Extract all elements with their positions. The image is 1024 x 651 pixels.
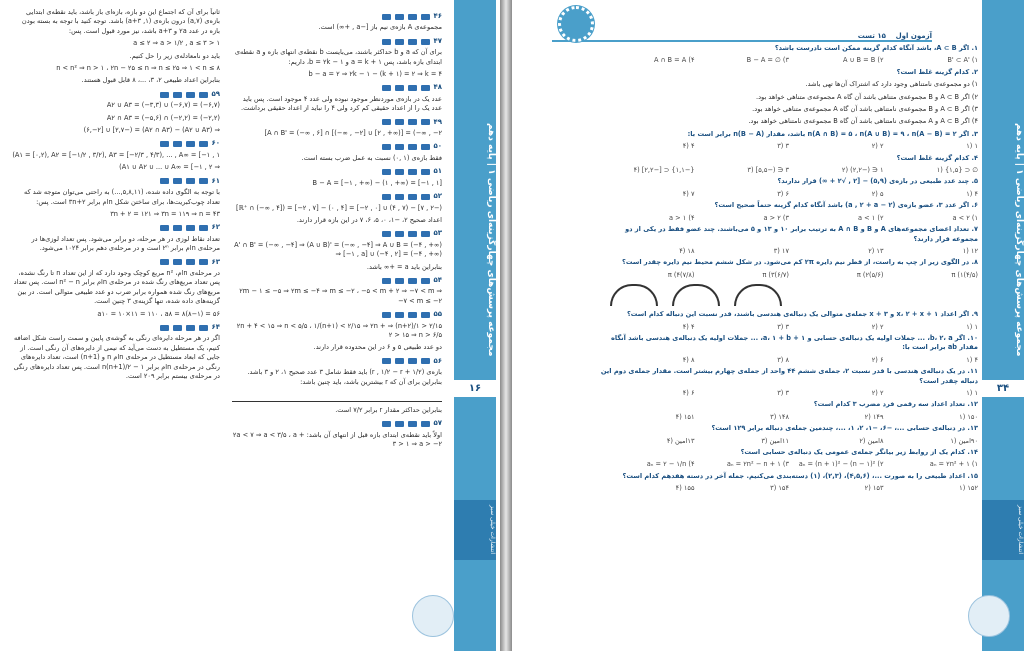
question-options bbox=[600, 484, 978, 493]
answer-option-checkbox-icon bbox=[408, 14, 417, 20]
question-options bbox=[600, 56, 978, 65]
answer-option-checkbox-icon bbox=[421, 85, 430, 91]
question-option: ۴ (۴ bbox=[682, 322, 695, 331]
solution-text: اگر در هر مرحله دایره‌ای رنگی به گوشه‌ی پایین و سمت راست شکل اضافه کنیم، یک مستطیل به دست می‌آید که نیمی از دایره‌های آن رنگی است. از جایی که ابعاد مستطیل در مرحله‌ی nام n و (n+1) است، تعداد دایره‌های رنگی در مرحله‌ی nام برابر n(n+1)/۲ − ۱ است. پس تعداد دایره‌های رنگی در مرحله‌ی بیستم برابر ۲۰۹ است. bbox=[13, 334, 220, 380]
question-text: ۱۵. اعداد طبیعی را به صورت ...، (۴,۵,۶)، (۲,۳)، (۱) دسته‌بندی می‌کنیم. جمله آخر در دسته هفدهم کدام است؟ bbox=[622, 471, 978, 480]
question-option: (۵/۶)π (۲ bbox=[856, 270, 884, 279]
question-item bbox=[600, 177, 978, 199]
question-item bbox=[600, 367, 978, 398]
answer-option-checkbox-icon bbox=[382, 119, 391, 125]
answer-option-checkbox-icon bbox=[382, 231, 391, 237]
question-option: ۱۵۰ (۱ bbox=[959, 412, 978, 421]
right-sidebar bbox=[982, 0, 1024, 651]
left-page-column-right bbox=[232, 8, 442, 628]
solution-text: فقط بازه‌ی (۱ ,۰) نسبت به عمل ضرب بسته است. bbox=[301, 153, 442, 162]
answer-option-checkbox-icon bbox=[173, 141, 182, 147]
number-line bbox=[232, 391, 442, 402]
answer-header bbox=[12, 323, 220, 332]
question-options bbox=[600, 166, 978, 175]
question-option: ۴ (۱ bbox=[966, 189, 978, 198]
answer-number: ۶۴ bbox=[211, 322, 220, 331]
question-options bbox=[600, 460, 978, 469]
answer-option-checkbox-icon bbox=[395, 421, 404, 427]
solution-text: عدد یک در بازه‌ی موردنظر موجود نبوده ولی عدد ۴ موجود است. پس باید عدد یک را از اعداد حقیقی کم کرد ولی ۴ را نباید از اعداد حقیقی برداشت. bbox=[241, 94, 442, 113]
seal-icon bbox=[558, 6, 594, 42]
solution-text: n < n² ⇒ n > ۱ ، ۲n − ۲۵ ≤ n ⇒ n ≤ ۲۵ ⇒ ۱ < n ≤ ۸ bbox=[56, 64, 220, 73]
question-option: ۶ (۳ bbox=[777, 189, 789, 198]
answer-header bbox=[12, 90, 220, 99]
solution-text: دو عدد طبیعی ۵ و ۶ در این محدوده قرار دارند. bbox=[313, 343, 442, 352]
question-text: ۱۳. در دنباله‌ی حسابی ...، −۶، −۱، ۲، ۱، ...، چندمین جمله‌ی دنباله برابر ۱۲۹ است؟ bbox=[711, 424, 978, 433]
answer-header bbox=[232, 229, 442, 238]
answer-number: ۴۸ bbox=[433, 83, 442, 92]
answer-option-checkbox-icon bbox=[160, 325, 169, 331]
solution-text: A ∩ B' = (−∞ , ۶] ∩ [(−∞ , −۲] ∪ [۲ , +∞)] = (−∞ , −۲] bbox=[264, 129, 442, 138]
solution-text: ۲m − ۱ ≤ −۵ ⇒ ۲m ≤ −۴ ⇒ m ≤ −۲ ، −۵ < m + ۲ ⇒ −۷ < m ⇒ −۷ < m ≤ −۲ bbox=[239, 287, 442, 305]
book-gutter bbox=[500, 0, 512, 651]
answer-option-checkbox-icon bbox=[408, 39, 417, 45]
solution-text: A۱ = [۰,۲), A۲ = [−۱/۲ , ۳/۲), A۳ = [−۲/۳ , ۴/۳), ... , A∞ = [−۱ , ۱) bbox=[12, 150, 220, 159]
question-option: {−۱,۱} ⊂ [−۲,۲] (۴ bbox=[633, 166, 695, 175]
answer-header bbox=[232, 192, 442, 201]
answer-header bbox=[232, 118, 442, 127]
answer-option-checkbox-icon bbox=[160, 225, 169, 231]
answer-option-checkbox-icon bbox=[199, 141, 208, 147]
question-option: ۴ (۴ bbox=[682, 142, 695, 151]
question-option: ۱۵۳ (۲ bbox=[864, 484, 884, 493]
question-text: ۱۲. تعداد اعداد سه رقمی فرد مضرب ۳ کدام است؟ bbox=[813, 400, 978, 409]
answer-option-checkbox-icon bbox=[421, 169, 430, 175]
question-option: ۱) دو مجموعه‌ی نامتناهی وجود دارد که اشتراک آن‌ها تهی باشد. bbox=[805, 80, 978, 89]
question-option: ۱۳ (۲ bbox=[868, 246, 884, 255]
solution-text: B − A = [−۱ , +∞) − (۱ , +∞) = [−۱ , ۱] bbox=[312, 178, 442, 187]
left-sidebar bbox=[454, 0, 496, 651]
answer-option-checkbox-icon bbox=[408, 85, 417, 91]
question-item bbox=[600, 424, 978, 446]
answer-option-checkbox-icon bbox=[395, 194, 404, 200]
question-options bbox=[600, 323, 978, 332]
question-option: ۱۵۵ (۴ bbox=[675, 484, 695, 493]
solution-text: تعداد نقاط لوزی در هر مرحله، دو برابر می‌شود. پس تعداد لوزی‌ها در مرحله‌ی nام برابر ۲ⁿ است و در مرحله‌ی دهم برابر ۱۰۲۴ می‌شود. bbox=[31, 234, 220, 253]
publisher-badge: انتشارات خیلی سبز bbox=[454, 500, 496, 560]
answer-option-checkbox-icon bbox=[186, 141, 195, 147]
question-option: ۱۴۹ (۲ bbox=[864, 412, 884, 421]
question-option: ۱ ∈ (−۲,۲) (۲ bbox=[841, 166, 884, 175]
question-option: ۷ (۴ bbox=[682, 189, 695, 198]
question-options bbox=[600, 190, 978, 199]
question-option: ۸ (۴ bbox=[682, 355, 695, 364]
answer-number: ۵۷ bbox=[433, 419, 442, 428]
answer-option-checkbox-icon bbox=[382, 312, 391, 318]
answer-option-checkbox-icon bbox=[382, 14, 391, 20]
answer-header bbox=[232, 167, 442, 176]
question-option: (۷/۸)π (۴ bbox=[667, 270, 695, 279]
answer-option-checkbox-icon bbox=[421, 312, 430, 318]
answer-header bbox=[12, 223, 220, 232]
answer-option-checkbox-icon bbox=[421, 39, 430, 45]
answer-header bbox=[12, 139, 220, 148]
answer-number: ۵۹ bbox=[211, 89, 220, 98]
answer-option-checkbox-icon bbox=[395, 85, 404, 91]
question-option: B − A = ∅ (۳ bbox=[746, 56, 789, 65]
question-text: ۶. اگر عدد ۳، عضو بازه‌ی (۲ − a , ۲ + a) باشد آنگاه کدام گزینه حتماً صحیح است؟ bbox=[714, 201, 978, 210]
solution-text: ۲/۱۵ < ۱/(n+۲) ⇒ ۲n + ۴ < ۱۵ ⇒ n < ۵/۵ ، ۱/(n+۱) < ۲/۱۵ ⇒ ۲n + ۲ > ۱۵ ⇒ n > ۶/۵ bbox=[236, 321, 442, 339]
answer-option-checkbox-icon bbox=[408, 144, 417, 150]
question-item bbox=[600, 68, 978, 127]
answer-header bbox=[232, 357, 442, 366]
exam-name: آزمون اول bbox=[895, 32, 932, 40]
answer-option-checkbox-icon bbox=[186, 92, 195, 98]
answer-number: ۶۲ bbox=[211, 223, 220, 232]
answer-option-checkbox-icon bbox=[160, 259, 169, 265]
exam-header bbox=[552, 6, 932, 42]
question-text: ۲. کدام گزینه غلط است؟ bbox=[896, 67, 978, 76]
answer-option-checkbox-icon bbox=[395, 278, 404, 284]
question-text: ۳. اگر n(A ∩ B) = ۵ ، n(A ∪ B) = ۹ ، n(A − B) = ۲ باشد، مقدار n(B − A) برابر است با: bbox=[687, 129, 978, 138]
left-page-column-left bbox=[12, 8, 220, 628]
question-option: ۳ (۳ bbox=[777, 388, 789, 397]
semicircle-shape bbox=[672, 284, 720, 306]
question-text: ۱۰. اگر b، ۲، a، ... جملات اولیه یک دنباله‌ی حسابی و ۱ + a، ۱ + b، ... جملات اولیه یک دنباله‌ی هندسی باشد آنگاه مقدار ab برابر است با: bbox=[610, 333, 978, 352]
answer-header bbox=[232, 83, 442, 92]
question-options bbox=[600, 271, 978, 280]
answer-option-checkbox-icon bbox=[173, 92, 182, 98]
answer-option-checkbox-icon bbox=[395, 119, 404, 125]
solution-text: a۱۰ = ۱۰×۱۱ = ۱۱۰ ، a۸ = ۸(۸−۱) = ۵۶ bbox=[97, 309, 220, 318]
question-option: ۱ (۱ bbox=[966, 388, 978, 397]
question-option: aₙ = ۲n² − n + ۱ (۳ bbox=[726, 460, 789, 469]
question-item bbox=[600, 201, 978, 223]
solution-text: اولاً باید نقطه‌ی ابتدای بازه قبل از انتهای آن باشد: ۲a < ۷ ⇒ a < ۳/۵ ، a + ۳ > ۱ ⇒ a > −۲ bbox=[232, 430, 442, 449]
question-option: ۱۳امین (۴ bbox=[666, 436, 695, 445]
solution-text: باید دو نامعادله‌ی زیر را حل کنیم. bbox=[129, 51, 220, 60]
answer-header bbox=[232, 12, 442, 21]
answer-option-checkbox-icon bbox=[395, 39, 404, 45]
question-option: aₙ = (n + ۱)² − (n − ۱)² (۲ bbox=[798, 460, 884, 469]
page-number: ۱۶ bbox=[454, 380, 496, 397]
answer-option-checkbox-icon bbox=[421, 119, 430, 125]
question-option: (۶/۷)π (۳ bbox=[762, 270, 789, 279]
question-option: ۸ (۳ bbox=[777, 355, 789, 364]
answer-number: ۵۲ bbox=[433, 192, 442, 201]
answer-option-checkbox-icon bbox=[382, 194, 391, 200]
question-text: ۴. کدام گزینه غلط است؟ bbox=[896, 153, 978, 162]
answer-option-checkbox-icon bbox=[382, 169, 391, 175]
question-text: ۸. در الگوی زیر از چپ به راست، از قطر نیم دایره ۲π کم می‌شود. در شکل ششم محیط نیم دایره چقدر است؟ bbox=[622, 258, 978, 267]
exam-title bbox=[858, 32, 932, 40]
answer-option-checkbox-icon bbox=[173, 225, 182, 231]
answer-header bbox=[232, 419, 442, 428]
semicircle-shape bbox=[734, 284, 782, 306]
answer-option-checkbox-icon bbox=[382, 278, 391, 284]
question-option: ۴) اگر A ⊂ B و A مجموعه‌ی نامتناهی باشد آن گاه B مجموعه‌ی نامتناهی خواهد بود. bbox=[748, 117, 978, 126]
answer-option-checkbox-icon bbox=[382, 144, 391, 150]
semicircle-pattern bbox=[600, 284, 978, 306]
question-item bbox=[600, 130, 978, 152]
solution-text: بازه‌ی (۱/۲ + r , ۱/۲ − r) باید فقط شامل ۳ عدد صحیح ۱، ۲ و ۳ باشد. بنابراین برای آن که r بیشترین باشد، باید چنین باشد: bbox=[247, 368, 442, 386]
question-item bbox=[600, 310, 978, 332]
answer-option-checkbox-icon bbox=[395, 169, 404, 175]
answer-number: ۵۰ bbox=[433, 142, 442, 151]
question-option: B' ⊂ A' (۱ bbox=[947, 56, 978, 65]
answer-option-checkbox-icon bbox=[395, 358, 404, 364]
answer-option-checkbox-icon bbox=[408, 421, 417, 427]
question-list bbox=[600, 44, 978, 644]
solution-text: بنابراین حداکثر مقدار r برابر ۷/۲ است. bbox=[335, 406, 442, 414]
semicircle-shape bbox=[610, 284, 658, 306]
question-option: ۳ ∈ (−۵,۵] (۳ bbox=[747, 166, 789, 175]
right-page bbox=[512, 0, 1024, 651]
question-option: ۲ (۲ bbox=[871, 388, 884, 397]
answer-option-checkbox-icon bbox=[382, 39, 391, 45]
question-item bbox=[600, 400, 978, 422]
answer-header bbox=[232, 142, 442, 151]
question-option: ۲) اگر A ⊂ B و B مجموعه‌ی متناهی باشد آن گاه A مجموعه‌ی متناهی خواهد بود. bbox=[756, 92, 978, 101]
answer-option-checkbox-icon bbox=[382, 85, 391, 91]
answer-option-checkbox-icon bbox=[160, 92, 169, 98]
question-options bbox=[600, 214, 978, 223]
answer-header bbox=[232, 276, 442, 285]
question-option: A ∪ B = B (۲ bbox=[842, 56, 884, 65]
answer-option-checkbox-icon bbox=[408, 169, 417, 175]
answer-number: ۴۶ bbox=[433, 12, 442, 20]
answer-option-checkbox-icon bbox=[199, 225, 208, 231]
question-options bbox=[600, 247, 978, 256]
question-option: ۹۰امین (۱ bbox=[950, 436, 978, 445]
question-option: a < ۲ (۱ bbox=[952, 213, 978, 222]
answer-option-checkbox-icon bbox=[160, 141, 169, 147]
solution-text: ⇒ A۱ ∪ A۲ ∪ ... ∪ A∞ = [−۱ , ۲) bbox=[119, 163, 220, 172]
solution-text: اعداد صحیح ۲، −۱، ۰، ۵، ۶، ۷ در این بازه قرار دارند. bbox=[296, 215, 442, 224]
question-text: ۱. اگر A ⊂ B، باشد آنگاه کدام گزینه ممکن است نادرست باشد؟ bbox=[774, 44, 978, 52]
solution-text: مجموعه‌ی A بازه‌ی نیم باز [−a , +∞) است. bbox=[318, 23, 442, 32]
question-option: ۲ (۲ bbox=[871, 142, 884, 151]
answer-option-checkbox-icon bbox=[395, 231, 404, 237]
question-option: ۱۴۸ (۳ bbox=[770, 412, 789, 421]
solution-text: با توجه به الگوی داده شده، (۵,۸,۱۱,...) به راحتی می‌توان متوجه شد که تعداد چوب‌کبریت‌ها، برای ساختن شکل nام برابر ۳n+۲ است. پس: bbox=[24, 188, 220, 206]
page-number: ۳۴ bbox=[982, 380, 1024, 397]
bird-logo-icon bbox=[968, 595, 1010, 637]
question-item bbox=[600, 258, 978, 306]
question-option: a > ۱ (۴ bbox=[668, 213, 695, 222]
question-option: ∅ ⊂ {۱,۵} (۱ bbox=[936, 166, 978, 175]
answer-option-checkbox-icon bbox=[421, 144, 430, 150]
answer-header bbox=[232, 310, 442, 319]
solution-text: A۲ ∩ A۳ = (−۵,۶) ∩ (−۲,۲) = (−۲,۲) bbox=[106, 113, 220, 122]
answer-option-checkbox-icon bbox=[382, 421, 391, 427]
question-item bbox=[600, 225, 978, 256]
question-option: ۱۲ (۱ bbox=[962, 246, 978, 255]
answer-number: ۶۱ bbox=[211, 176, 220, 185]
answer-option-checkbox-icon bbox=[421, 194, 430, 200]
question-option: ۱۷ (۳ bbox=[773, 246, 789, 255]
question-option: ۳ (۳ bbox=[777, 322, 789, 331]
solution-text: در مرحله‌ی nام، n² مربع کوچک وجود دارد که از این تعداد n تا رنگ نشده، پس تعداد مربع‌های رنگ شده در مرحله‌ی nام برابر n² − n است. پس تعداد مربع‌های رنگ شده همواره برابر ضرب دو عدد طبیعی متوالی است. در بین گزینه‌های داده شده، تنها گزینه‌ی ۳ چنین است. bbox=[13, 268, 220, 306]
question-text: ۱۴. کدام یک از روابط زیر بیانگر جمله‌ی عمومی یک دنباله‌ی حسابی است؟ bbox=[740, 448, 978, 456]
answer-option-checkbox-icon bbox=[173, 325, 182, 331]
answer-option-checkbox-icon bbox=[421, 231, 430, 237]
answer-option-checkbox-icon bbox=[186, 178, 195, 184]
answer-number: ۵۱ bbox=[433, 167, 442, 176]
question-option: ۵ (۲ bbox=[871, 189, 884, 198]
solution-text: b − a = ۲ ⇒ ۲k − ۱ − (k + ۱) = ۲ ⇒ k = ۴ bbox=[308, 70, 442, 79]
question-options bbox=[600, 142, 978, 151]
question-option: ۱۵۱ (۴ bbox=[675, 412, 695, 421]
answer-number: ۵۴ bbox=[433, 275, 442, 284]
question-option: (۴/۵)π (۱ bbox=[951, 270, 978, 279]
answer-option-checkbox-icon bbox=[186, 325, 195, 331]
answer-option-checkbox-icon bbox=[199, 92, 208, 98]
answer-header bbox=[232, 37, 442, 46]
answer-option-checkbox-icon bbox=[408, 278, 417, 284]
answer-option-checkbox-icon bbox=[199, 259, 208, 265]
answer-number: ۶۰ bbox=[211, 139, 220, 148]
answer-number: ۶۳ bbox=[211, 257, 220, 266]
answer-option-checkbox-icon bbox=[408, 119, 417, 125]
answer-option-checkbox-icon bbox=[160, 178, 169, 184]
question-option: ۳ (۳ bbox=[777, 142, 789, 151]
answer-header bbox=[12, 177, 220, 186]
question-item bbox=[600, 44, 978, 66]
answer-number: ۴۷ bbox=[433, 36, 442, 45]
solution-text: ۳n + ۲ = ۱۲۱ ⇒ ۳n = ۱۱۹ ⇒ n = ۴۳ bbox=[110, 209, 220, 218]
question-option: ۳) اگر A ⊂ B و B مجموعه‌ی نامتناهی باشد آن گاه A مجموعه‌ی متناهی خواهد بود. bbox=[752, 105, 978, 114]
answer-option-checkbox-icon bbox=[395, 312, 404, 318]
question-option: ۱۵۴ (۳ bbox=[770, 484, 789, 493]
question-item bbox=[600, 448, 978, 470]
solution-text: ⇒ (A۲ ∪ A۳) − (A۲ ∩ A۳) = (−۶,−۲] ∪ [۲,۷) bbox=[83, 126, 220, 135]
answer-option-checkbox-icon bbox=[408, 231, 417, 237]
question-item bbox=[600, 154, 978, 176]
question-option: ۴ (۱ bbox=[966, 355, 978, 364]
answer-option-checkbox-icon bbox=[395, 144, 404, 150]
question-option: ۶ (۴ bbox=[682, 388, 695, 397]
question-options bbox=[600, 413, 978, 422]
question-option: ۱۱امین (۳ bbox=[761, 436, 789, 445]
solution-text: (−۲ , ۷] − (ℝ⁺ ∩ (−∞ , ۴]) = [−۲ , ۷] − (۰ , ۴] = [−۲ , ۰] ∪ (۴ , ۷] bbox=[236, 203, 442, 212]
answer-option-checkbox-icon bbox=[186, 225, 195, 231]
question-text: ۱۱. در یک دنباله‌ی هندسی با قدر نسبت ۲، جمله‌ی ششم ۴۴ واحد از جمله‌ی چهارم بیشتر است. مقدار جمله‌ی دوم این دنباله چقدر است؟ bbox=[600, 367, 978, 385]
question-option: A ∩ B = A (۴ bbox=[654, 56, 695, 65]
question-item bbox=[600, 334, 978, 365]
answer-number: ۵۵ bbox=[433, 310, 442, 319]
answer-option-checkbox-icon bbox=[408, 194, 417, 200]
question-options bbox=[600, 437, 978, 446]
bird-logo-icon bbox=[412, 595, 454, 637]
question-option: ۸امین (۲ bbox=[859, 436, 884, 445]
question-option: ۲ (۲ bbox=[871, 322, 884, 331]
answer-option-checkbox-icon bbox=[199, 178, 208, 184]
publisher-badge: انتشارات خیلی سبز bbox=[982, 500, 1024, 560]
question-option: aₙ = ۲n² + ۱ (۱ bbox=[929, 460, 978, 469]
answer-option-checkbox-icon bbox=[421, 14, 430, 20]
answer-number: ۵۶ bbox=[433, 356, 442, 365]
solution-text: A' ∩ B' = (−∞ , −۴] ⇒ (A ∪ B)' = (−∞ , −۴] ⇒ A ∪ B = (−۴ , +∞) ⇒ [−۱ , a] ∪ (−۴ , ۲] = (−۴ , +∞) bbox=[234, 240, 442, 259]
question-option: a < ۱ (۲ bbox=[857, 213, 884, 222]
answer-option-checkbox-icon bbox=[421, 278, 430, 284]
exam-count: ۱۵ تست bbox=[857, 32, 886, 40]
solution-text: بنابراین اعداد طبیعی ۲، ۳، ...، ۸ قابل قبول هستند. bbox=[81, 76, 220, 85]
answer-option-checkbox-icon bbox=[173, 259, 182, 265]
answer-option-checkbox-icon bbox=[173, 178, 182, 184]
question-text: ۵. چند عدد طبیعی در بازه‌ی (۵,۹) − [۲ , √۲ + ∞) قرار ندارند؟ bbox=[777, 177, 978, 186]
solution-text: A۲ ∪ A۳ = (−۳,۳) ∪ (−۶,۷) = (−۶,۷) bbox=[106, 101, 220, 110]
answer-option-checkbox-icon bbox=[199, 325, 208, 331]
question-option: ۱۵۲ (۱ bbox=[959, 484, 978, 493]
question-item bbox=[600, 472, 978, 494]
sidebar-title: مجموعه پرسش‌های چهارگزینه‌ای ریاضی ۱ | پایه دهم bbox=[1014, 123, 1024, 357]
question-option: ۱ (۱ bbox=[966, 142, 978, 151]
answer-option-checkbox-icon bbox=[408, 312, 417, 318]
answer-option-checkbox-icon bbox=[408, 358, 417, 364]
answer-option-checkbox-icon bbox=[421, 421, 430, 427]
question-text: ۹. اگر اعداد ۱ + x، ۲ + x و ۳ + x جمله‌ی متوالی یک دنباله‌ی هندسی باشند، قدر نسبت این دنباله کدام است؟ bbox=[626, 310, 978, 319]
solution-text: برای آن که a و b حداکثر باشند، می‌بایست b نقطه‌ی انتهای بازه و a نقطه‌ی ابتدای بازه باشد، پس a = k + ۱ و b = ۲k − ۱، داریم: bbox=[234, 48, 442, 66]
answer-option-checkbox-icon bbox=[421, 358, 430, 364]
answer-option-checkbox-icon bbox=[395, 14, 404, 20]
left-page bbox=[0, 0, 500, 651]
question-option: ۱۸ (۴ bbox=[679, 246, 695, 255]
question-text: ۷. تعداد اعضای مجموعه‌های A و B و A ∩ B به ترتیب برابر ۱۰ و ۱۳ و ۵ می‌باشند. چند عضو فقط در یکی از دو مجموعه قرار دارند؟ bbox=[625, 225, 978, 243]
question-option: ۱ (۱ bbox=[966, 322, 978, 331]
solution-text: بنابراین باید a = +∞ باشد. bbox=[366, 262, 442, 271]
question-options bbox=[600, 389, 978, 398]
question-option: aₙ = ۲ − ۱/n (۴ bbox=[646, 460, 695, 469]
question-options bbox=[600, 356, 978, 365]
answer-number: ۴۹ bbox=[433, 117, 442, 126]
solution-text: ثانیاً برای آن که اجتماع این دو بازه، بازه‌ای باز باشد، باید نقطه‌ی ابتدایی بازه‌ی (a,۷) درون بازه‌ی (a+۳ ,۱) باشد. توجه کنید با توجه به بسته بودن بازه در عدد ۲a و a+۳ باشد، نیز مورد قبول است. پس: bbox=[21, 8, 220, 35]
solution-text: ۱ < a ≤ ۲ ⇒ a > ۱/۲ , a ≤ ۳ bbox=[133, 39, 220, 48]
answer-number: ۵۳ bbox=[433, 229, 442, 238]
answer-option-checkbox-icon bbox=[186, 259, 195, 265]
question-option: ۶ (۲ bbox=[871, 355, 884, 364]
sidebar-title: مجموعه پرسش‌های چهارگزینه‌ای ریاضی ۱ | پایه دهم bbox=[486, 123, 496, 357]
question-option: a > ۲ (۳ bbox=[763, 213, 789, 222]
answer-option-checkbox-icon bbox=[382, 358, 391, 364]
answer-header bbox=[12, 258, 220, 267]
